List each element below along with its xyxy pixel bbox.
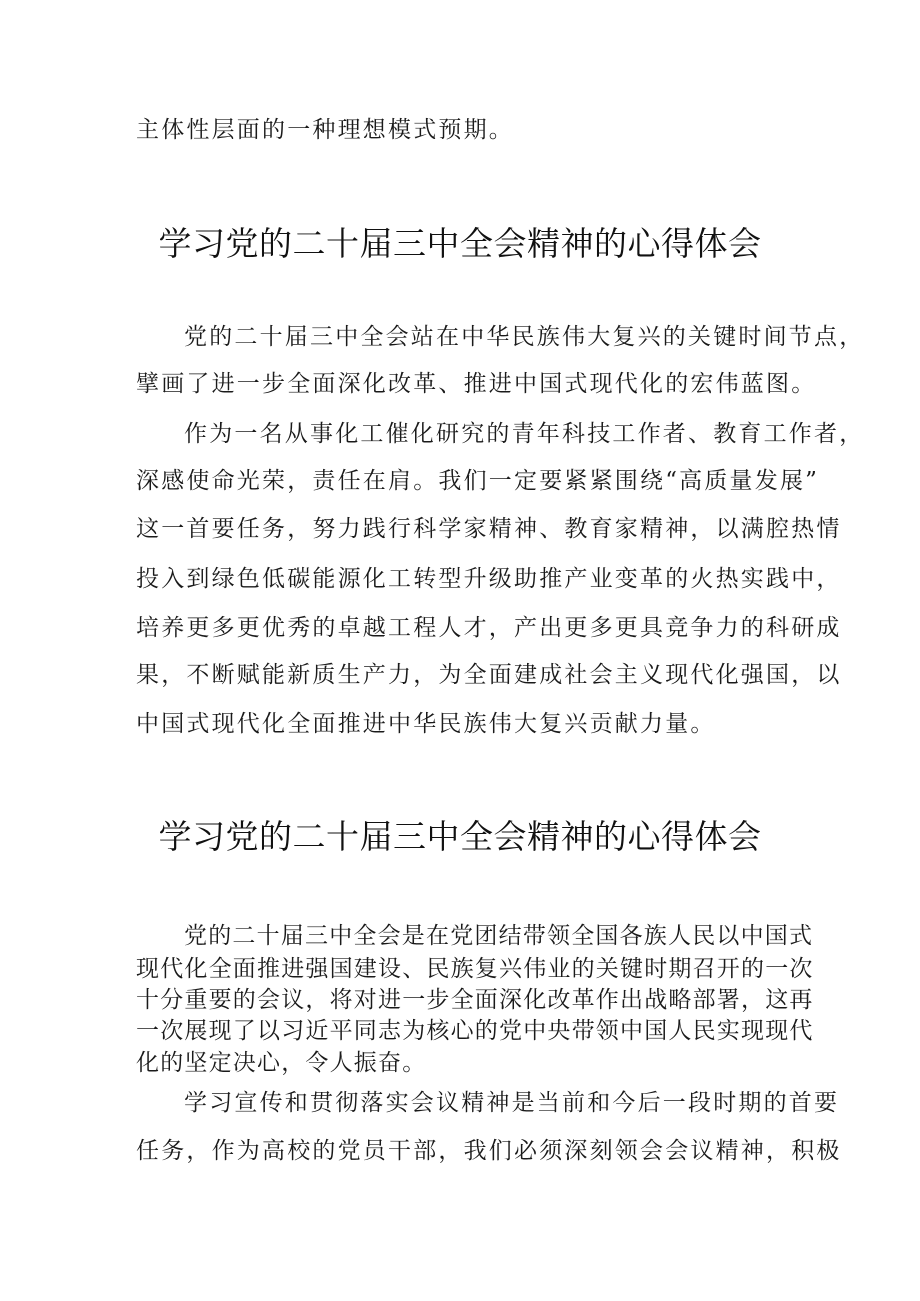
paragraph-line: 培养更多更优秀的卓越工程人才，产出更多更具竞争力的科研成 <box>136 615 842 641</box>
paragraph-line: 擘画了进一步全面深化改革、推进中国式现代化的宏伟蓝图。 <box>136 371 817 397</box>
paragraph-line: 十分重要的会议，将对进一步全面深化改革作出战略部署，这再 <box>136 987 814 1013</box>
paragraph-line: 现代化全面推进强国建设、民族复兴伟业的关键时期召开的一次 <box>136 956 814 982</box>
paragraph-line: 党的二十届三中全会是在党团结带领全国各族人民以中国式 <box>184 923 814 949</box>
paragraph-line: 主体性层面的一种理想模式预期。 <box>136 117 514 143</box>
paragraph-line: 党的二十届三中全会站在中华民族伟大复兴的关键时间节点， <box>184 324 865 350</box>
paragraph-line: 中国式现代化全面推进中华民族伟大复兴贡献力量。 <box>136 711 716 737</box>
paragraph-line: 投入到绿色低碳能源化工转型升级助推产业变革的火热实践中， <box>136 566 842 592</box>
paragraph-line: 任务，作为高校的党员干部，我们必须深刻领会会议精神，积极 <box>136 1138 842 1164</box>
paragraph-line: 果，不断赋能新质生产力，为全面建成社会主义现代化强国，以 <box>136 662 842 688</box>
paragraph-line: 深感使命光荣，责任在肩。我们一定要紧紧围绕“高质量发展” <box>136 468 820 494</box>
paragraph-line: 学习宣传和贯彻落实会议精神是当前和今后一段时期的首要 <box>184 1090 840 1116</box>
paragraph-line: 一次展现了以习近平同志为核心的党中央带领中国人民实现现代 <box>136 1018 814 1044</box>
section-2-title: 学习党的二十届三中全会精神的心得体会 <box>158 817 762 856</box>
paragraph-line: 这一首要任务，努力践行科学家精神、教育家精神，以满腔热情 <box>136 516 842 542</box>
paragraph-line: 化的坚定决心，令人振奋。 <box>136 1050 427 1076</box>
section-1-title: 学习党的二十届三中全会精神的心得体会 <box>158 224 762 263</box>
paragraph-line: 作为一名从事化工催化研究的青年科技工作者、教育工作者， <box>184 421 865 447</box>
